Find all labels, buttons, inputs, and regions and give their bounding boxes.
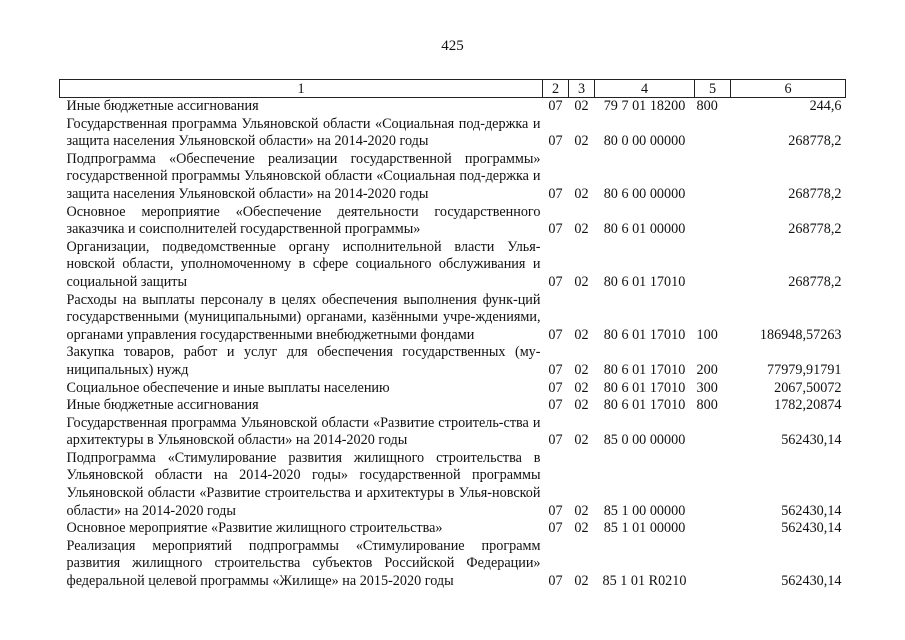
table-header <box>60 80 846 98</box>
table-row <box>60 538 846 591</box>
row-section: 07 <box>548 573 563 590</box>
header-col-1: 1 <box>60 80 543 98</box>
row-expense-type <box>695 204 731 239</box>
header-row <box>60 80 846 98</box>
row-section: 07 <box>548 397 563 414</box>
row-name: Государственная программа Ульяновской области «Развитие строитель-ства и архитектуры в Ульяновской области» на 2014-2020 годы <box>66 414 541 449</box>
row-amount: 562430,14 <box>781 502 842 519</box>
row-amount: 77979,91791 <box>767 361 842 378</box>
row-subsection: 02 <box>574 502 589 519</box>
table-row <box>60 415 846 450</box>
header-col-6: 6 <box>731 80 846 98</box>
row-section: 07 <box>548 185 563 202</box>
row-target-article: 80 6 01 17010 <box>603 379 686 396</box>
row-target-article: 80 6 00 00000 <box>603 185 686 202</box>
row-section: 07 <box>548 273 563 290</box>
row-section: 07 <box>548 502 563 519</box>
header-col-5: 5 <box>695 80 731 98</box>
row-section: 07 <box>548 221 563 238</box>
row-section: 07 <box>548 133 563 150</box>
row-name: Основное мероприятие «Обеспечение деятельности государственного заказчика и соисполнителей государственной программы» <box>66 203 541 238</box>
row-name: Реализация мероприятий подпрограммы «Стимулирование программ развития жилищного строительства субъектов Российской Федерации» федеральной целевой программы «Жилище» на 2015-2020 годы <box>66 537 541 590</box>
header-col-3: 3 <box>569 80 595 98</box>
table-row <box>60 98 846 116</box>
row-subsection: 02 <box>574 221 589 238</box>
table-row <box>60 450 846 520</box>
row-section: 07 <box>548 361 563 378</box>
header-col-4: 4 <box>595 80 695 98</box>
table-body <box>60 98 846 591</box>
row-subsection: 02 <box>574 432 589 449</box>
row-expense-type <box>695 116 731 151</box>
row-target-article: 85 1 00 00000 <box>603 502 686 519</box>
row-target-article: 79 7 01 18200 <box>603 98 686 114</box>
row-name: Основное мероприятие «Развитие жилищного строительства» <box>66 520 443 537</box>
table-row <box>60 116 846 151</box>
table-row <box>60 520 846 538</box>
table-row <box>60 397 846 415</box>
row-expense-type <box>695 239 731 292</box>
budget-table <box>59 79 846 591</box>
row-target-article: 80 6 01 00000 <box>603 221 686 238</box>
row-target-article: 80 6 01 17010 <box>603 273 686 290</box>
row-name: Социальное обеспечение и иные выплаты населению <box>66 379 390 396</box>
row-target-article: 80 0 00 00000 <box>603 133 686 150</box>
row-section: 07 <box>548 379 563 396</box>
row-expense-type <box>695 151 731 204</box>
row-subsection: 02 <box>574 185 589 202</box>
row-amount: 1782,20874 <box>774 397 842 414</box>
row-expense-type <box>695 538 731 591</box>
row-name: Закупка товаров, работ и услуг для обеспечения государственных (му-ниципальных) нужд <box>66 344 541 378</box>
row-name: Иные бюджетные ассигнования <box>66 98 259 114</box>
row-amount: 186948,57263 <box>759 326 842 343</box>
row-section: 07 <box>548 432 563 449</box>
row-expense-type: 300 <box>696 379 718 396</box>
row-subsection: 02 <box>574 379 589 396</box>
row-amount: 268778,2 <box>788 221 842 238</box>
row-section: 07 <box>548 520 563 537</box>
row-target-article: 80 6 01 17010 <box>603 397 686 414</box>
row-amount: 268778,2 <box>788 273 842 290</box>
page-number: 425 <box>441 38 464 54</box>
row-subsection: 02 <box>574 397 589 414</box>
row-name: Расходы на выплаты персоналу в целях обеспечения выполнения функ-ций государственными (муниципальными) органами, казёнными учре-ждениями, органами управления государственными внебюджетными фондами <box>66 291 541 343</box>
row-amount: 244,6 <box>809 98 842 114</box>
row-amount: 268778,2 <box>788 133 842 150</box>
row-expense-type <box>695 450 731 520</box>
row-amount: 2067,50072 <box>774 379 842 396</box>
row-name: Иные бюджетные ассигнования <box>66 397 259 414</box>
row-expense-type <box>695 415 731 450</box>
row-subsection: 02 <box>574 361 589 378</box>
row-amount: 562430,14 <box>781 520 842 537</box>
row-name: Подпрограмма «Стимулирование развития жилищного строительства в Ульяновской области на 2014-2020 годы» государственной программы Ульяновской области «Развитие строительства и архитектуры в Улья-новской области» на 2014-2020 годы <box>66 449 541 519</box>
table-row <box>60 239 846 292</box>
row-name: Государственная программа Ульяновской области «Социальная под-держка и защита населения Ульяновской области» на 2014-2020 годы <box>66 115 541 150</box>
row-expense-type: 800 <box>696 397 718 414</box>
row-target-article: 85 1 01 00000 <box>603 520 686 537</box>
row-name: Подпрограмма «Обеспечение реализации государственной программы» государственной программы Ульяновской области «Социальная под-держка и защита населения Ульяновской области» на 2014-2020 годы <box>66 150 541 202</box>
table-row <box>60 292 846 345</box>
row-expense-type <box>695 520 731 538</box>
row-amount: 562430,14 <box>781 432 842 449</box>
row-target-article: 85 0 00 00000 <box>603 432 686 449</box>
table-row <box>60 380 846 398</box>
row-subsection: 02 <box>574 520 589 537</box>
row-target-article: 80 6 01 17010 <box>603 326 686 343</box>
row-expense-type: 800 <box>696 98 718 114</box>
row-target-article: 80 6 01 17010 <box>603 361 686 378</box>
row-expense-type: 200 <box>696 361 718 378</box>
row-subsection: 02 <box>574 133 589 150</box>
row-amount: 268778,2 <box>788 185 842 202</box>
row-amount: 562430,14 <box>781 573 842 590</box>
table-row <box>60 344 846 379</box>
row-subsection: 02 <box>574 273 589 290</box>
row-section: 07 <box>548 98 563 114</box>
row-subsection: 02 <box>574 98 589 114</box>
table-row <box>60 204 846 239</box>
row-section: 07 <box>548 326 563 343</box>
row-expense-type: 100 <box>696 326 718 343</box>
row-name: Организации, подведомственные органу исполнительной власти Улья-новской области, уполномоченному в сфере социального обслуживания и социальной защиты <box>66 238 541 290</box>
row-subsection: 02 <box>574 573 589 590</box>
row-target-article: 85 1 01 R0210 <box>602 573 687 590</box>
header-col-2: 2 <box>543 80 569 98</box>
table-row <box>60 151 846 204</box>
row-subsection: 02 <box>574 326 589 343</box>
